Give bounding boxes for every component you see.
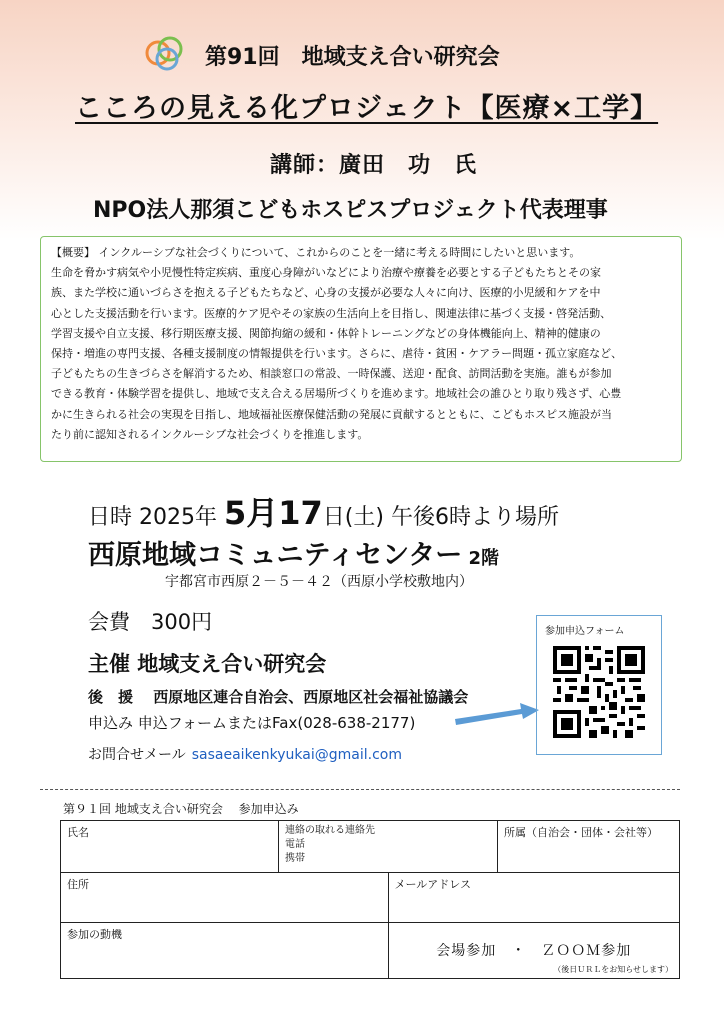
venue-floor: 2階 [462,548,500,569]
qr-code-icon[interactable] [553,646,645,738]
overview-line: 心とした支援活動を行います。医療的ケア児やその家族の生活向上を目指し、関連法律に基づく支援・啓発活動、 [51,306,612,320]
attendance-option[interactable] [388,923,680,979]
event-support: 後 援 西原地区連合自治会、西原地区社会福祉協議会 [88,688,469,706]
overview-line: できる教育・体験学習を提供し、地域で支え合える居場所づくりを進めます。地域社会の誰ひとり取り残さず、心豊 [51,387,622,401]
contact-email-link[interactable]: sasaeaikenkyukai@gmail.com [191,747,402,763]
project-title: こころの見える化プロジェクト【医療×工学】 [75,93,659,124]
qr-label: 参加申込フォーム [545,626,625,637]
motive-label: 参加の動機 [67,928,122,941]
event-datetime [88,488,559,534]
event-host: 主催 地域支え合い研究会 [88,652,327,676]
attendance-choices: 会場参加 ・ ＺＯＯＭ参加 [436,943,632,959]
cut-line-divider [40,789,680,790]
email-field[interactable] [388,873,680,923]
name-label: 氏名 [67,826,89,839]
datetime-suffix: 日(土) 午後6時より場所 [322,505,559,530]
overview-box [40,236,682,462]
application-info: 申込み 申込フォームまたはFax(028-638-2177) [88,714,416,732]
overview-line: たり前に認知されるインクルーシブな社会づくりを推進します。 [51,427,369,441]
contact-label: 連絡の取れる連絡先 [285,825,375,836]
overview-line: 学習支援や自立支援、移行期医療支援、関節拘縮の緩和・体幹トレーニングなどの身体機能向上、精神的健康の [51,326,601,340]
arrow-right-icon [455,700,540,730]
contact-label: お問合せメール [88,747,186,763]
lecturer-organization: NPO法人那須こどもホスピスプロジェクト代表理事 [93,198,608,223]
overview-line: 族、また学校に通いづらさを抱える子どもたちなど、心身の支援が必要な人々に向け、医療的小児緩和ケアを中 [51,286,601,300]
email-label: メールアドレス [394,878,471,891]
address-field[interactable] [61,873,389,923]
contact-field[interactable] [279,821,498,873]
qr-box [536,615,662,755]
name-field[interactable] [61,821,279,873]
motive-field[interactable] [61,923,389,979]
event-date: 5月17 [223,494,323,532]
venue-name: 西原地域コミュニティセンター [88,540,463,571]
overview-line: 生命を脅かす病気や小児慢性特定疾病、重度心身障がいなどにより治療や療養を必要とする子どもたちとその家 [51,266,601,280]
attendance-note: （後日ＵＲＬをお知らせします） [553,965,673,974]
lecturer-name: 講師：廣田 功 氏 [270,153,478,178]
contact-info [88,744,402,764]
overview-line: 【概要】 インクルーシブな社会づくりについて、これからのことを一緒に考える時間にしたいと思います。 [51,246,581,259]
phone-label: 電話 [285,839,305,850]
overview-line: 保持・増進の専門支援、各種支援制度の情報提供を行います。さらに、虐待・貧困・ケアラー問題・孤立家庭など、 [51,347,623,361]
address-label: 住所 [67,878,89,891]
affiliation-label: 所属（自治会・団体・会社等） [504,826,658,839]
venue [88,533,499,572]
application-form [60,820,680,979]
overview-line: かに生きられる社会の実現を目指し、地域福祉医療保健活動の発展に貢献するとともに、こどもホスピス施設が当 [51,407,612,421]
event-series-title: 第91回 地域支え合い研究会 [205,45,500,70]
event-fee: 会費 300円 [88,610,213,634]
logo-rings-icon [140,35,190,71]
datetime-prefix: 日時 2025年 [88,505,224,530]
affiliation-field[interactable] [498,821,680,873]
overview-line: 子どもたちの生きづらさを解消するため、相談窓口の常設、一時保護、送迎・配食、訪問活動を実施。誰もが参加 [51,367,612,381]
form-title: 第９１回 地域支え合い研究会 参加申込み [63,802,299,816]
mobile-label: 携帯 [285,853,305,864]
venue-address: 宇都宮市西原２－５－４２（西原小学校敷地内） [165,574,473,590]
